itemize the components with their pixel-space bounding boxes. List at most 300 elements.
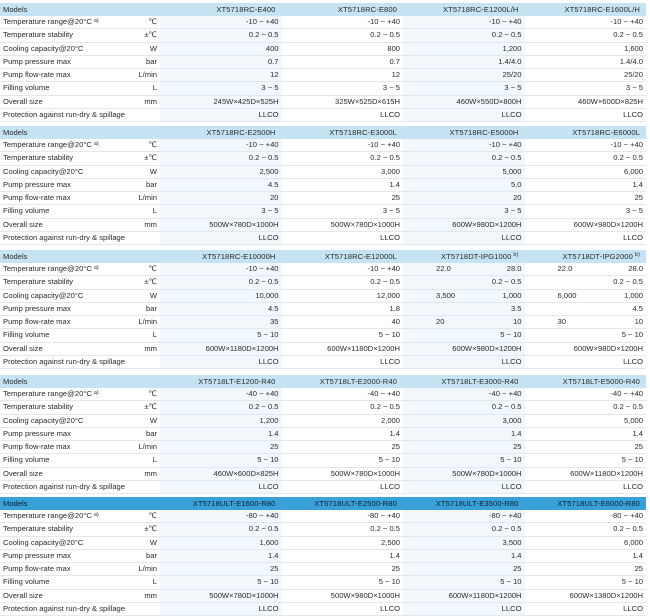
- value-cell: 5 ~ 10: [525, 454, 647, 467]
- value-cell: 3,000: [403, 414, 525, 427]
- model-name: [160, 250, 282, 263]
- value-cell: -10 ~ +40: [160, 16, 282, 29]
- value-cell: 2,500: [160, 165, 282, 178]
- value-cell: 35: [160, 316, 282, 329]
- value-cell: [403, 263, 525, 276]
- models-label: Models: [0, 497, 160, 510]
- row-label: [0, 218, 125, 231]
- row-label-text: Pump flow-rate max: [3, 564, 71, 574]
- row-unit: L: [125, 454, 160, 467]
- value-cell: 325W×525D×615H: [282, 95, 404, 108]
- value-cell: 0.2 ~ 0.5: [282, 401, 404, 414]
- value-part-2: 10: [513, 317, 522, 327]
- spec-row: [0, 192, 646, 205]
- spec-row: [0, 178, 646, 191]
- row-label: [0, 536, 125, 549]
- value-cell: 5 ~ 10: [282, 454, 404, 467]
- spec-row: [0, 16, 646, 29]
- row-unit: bar: [125, 178, 160, 191]
- value-cell: LLCO: [403, 356, 525, 369]
- value-cell: 5 ~ 10: [160, 454, 282, 467]
- value-cell: LLCO: [403, 481, 525, 494]
- value-cell: 3.5: [403, 302, 525, 315]
- value-cell: 1,200: [403, 42, 525, 55]
- value-cell: 1.4: [160, 549, 282, 562]
- spec-row: [0, 414, 646, 427]
- row-label: [0, 388, 125, 401]
- model-name: [160, 126, 282, 139]
- model-name: [525, 126, 647, 139]
- value-cell: 500W×780D×1000H: [403, 467, 525, 480]
- value-cell: -10 ~ +40: [403, 16, 525, 29]
- value-cell: 0.2 ~ 0.5: [160, 29, 282, 42]
- value-part-1: 20: [436, 317, 445, 327]
- value-cell: 0.2 ~ 0.5: [525, 401, 647, 414]
- row-unit: [125, 603, 160, 616]
- row-unit: W: [125, 536, 160, 549]
- spec-row: [0, 388, 646, 401]
- models-header-row: [0, 126, 646, 139]
- value-cell: 0.2 ~ 0.5: [403, 29, 525, 42]
- model-name: [525, 250, 647, 263]
- value-cell: 0.2 ~ 0.5: [525, 29, 647, 42]
- row-label-text: Temperature range@20°C: [3, 140, 92, 149]
- value-cell: -10 ~ +40: [525, 16, 647, 29]
- model-name: [282, 375, 404, 388]
- row-unit: bar: [125, 427, 160, 440]
- row-label-text: Pump pressure max: [3, 303, 71, 313]
- spec-row: [0, 95, 646, 108]
- value-cell: 25/20: [525, 69, 647, 82]
- value-cell: -10 ~ +40: [282, 139, 404, 152]
- value-cell: 600W×980D×1200H: [403, 218, 525, 231]
- model-name: [160, 375, 282, 388]
- value-cell: 0.2 ~ 0.5: [160, 523, 282, 536]
- model-footnote-mark: b): [513, 252, 519, 258]
- value-cell: LLCO: [282, 603, 404, 616]
- spec-row: [0, 139, 646, 152]
- model-name: [282, 3, 404, 16]
- row-label-text: Protection against run-dry & spillage: [3, 110, 125, 120]
- model-name: [525, 497, 647, 510]
- row-label-text: Overall size: [3, 590, 43, 600]
- row-unit: mm: [125, 342, 160, 355]
- value-part-2: 28.0: [506, 264, 522, 273]
- value-part-2: 1,000: [624, 290, 644, 300]
- row-label-text: Pump pressure max: [3, 428, 71, 438]
- value-cell: LLCO: [160, 109, 282, 122]
- row-unit: [125, 481, 160, 494]
- row-label: [0, 356, 125, 369]
- value-cell: LLCO: [160, 481, 282, 494]
- value-cell: 12,000: [282, 289, 404, 302]
- spec-row: [0, 109, 646, 122]
- spec-row: [0, 232, 646, 245]
- model-name-text: XT5718RC-E10000H: [202, 252, 276, 261]
- value-cell: [525, 263, 647, 276]
- value-cell: 500W×780D×1000H: [282, 218, 404, 231]
- row-label-text: Overall size: [3, 96, 43, 106]
- value-part-2: 28.0: [628, 264, 644, 273]
- row-label: [0, 563, 125, 576]
- row-label: [0, 510, 125, 523]
- spec-row: [0, 55, 646, 68]
- row-unit: W: [125, 42, 160, 55]
- value-part-1: 22.0: [436, 264, 451, 273]
- row-label: [0, 29, 125, 42]
- model-name-text: XT5718RC-E800: [337, 5, 398, 14]
- spec-table-grid: [0, 250, 646, 369]
- value-cell: 25: [160, 563, 282, 576]
- row-unit: ±℃: [125, 29, 160, 42]
- value-cell: [403, 316, 525, 329]
- value-cell: 1,200: [160, 414, 282, 427]
- value-cell: 500W×780D×1000H: [160, 218, 282, 231]
- value-cell: 500W×780D×1000H: [160, 589, 282, 602]
- value-cell: 3 ~ 5: [403, 205, 525, 218]
- row-label: [0, 109, 125, 122]
- row-label: [0, 42, 125, 55]
- value-cell: 0.2 ~ 0.5: [282, 29, 404, 42]
- value-cell: 1.4: [282, 549, 404, 562]
- row-label: [0, 427, 125, 440]
- models-header-row: [0, 497, 646, 510]
- row-unit: ±℃: [125, 152, 160, 165]
- row-unit: L/min: [125, 316, 160, 329]
- spec-row: [0, 576, 646, 589]
- row-unit: L: [125, 82, 160, 95]
- value-cell: 1.4: [403, 427, 525, 440]
- value-cell: 600W×1380D×1200H: [525, 589, 647, 602]
- row-label-text: Overall size: [3, 468, 43, 478]
- row-label: [0, 205, 125, 218]
- model-name: [282, 497, 404, 510]
- row-label: [0, 342, 125, 355]
- spec-table-grid: [0, 126, 646, 245]
- row-label: [0, 16, 125, 29]
- row-label: [0, 441, 125, 454]
- row-label-text: Overall size: [3, 343, 43, 353]
- value-cell: 3 ~ 5: [282, 82, 404, 95]
- value-cell: 0.2 ~ 0.5: [525, 152, 647, 165]
- model-name-text: XT5718RC-E2500H: [206, 128, 276, 137]
- value-part-1: 3,500: [436, 290, 456, 300]
- row-label: [0, 69, 125, 82]
- row-label-text: Protection against run-dry & spillage: [3, 482, 125, 492]
- value-cell: -80 ~ +40: [403, 510, 525, 523]
- spec-table-5: [0, 497, 646, 616]
- row-unit: ℃: [125, 139, 160, 152]
- value-cell: 5.0: [403, 178, 525, 191]
- value-cell: -40 ~ +40: [403, 388, 525, 401]
- value-cell: 800: [282, 42, 404, 55]
- model-name-text: XT5718ULT-E6000-R80: [557, 499, 641, 508]
- value-cell: 460W×600D×825H: [525, 95, 647, 108]
- value-cell: 1.4: [525, 549, 647, 562]
- value-cell: 20: [160, 192, 282, 205]
- value-cell: -40 ~ +40: [525, 388, 647, 401]
- row-label-text: Temperature stability: [3, 402, 74, 412]
- row-label: [0, 454, 125, 467]
- model-name: [403, 497, 525, 510]
- models-header-row: [0, 375, 646, 388]
- value-cell: LLCO: [403, 109, 525, 122]
- model-name: [525, 375, 647, 388]
- row-label: [0, 316, 125, 329]
- spec-row: [0, 205, 646, 218]
- value-part-1: 30: [557, 317, 566, 327]
- value-cell: 1.4: [282, 178, 404, 191]
- model-name: [282, 250, 404, 263]
- value-cell: -40 ~ +40: [282, 388, 404, 401]
- value-cell: 1.4/4.0: [403, 55, 525, 68]
- row-label: [0, 139, 125, 152]
- spec-table-grid: [0, 3, 646, 122]
- row-unit: ℃: [125, 16, 160, 29]
- row-unit: L/min: [125, 441, 160, 454]
- value-cell: 6,000: [525, 536, 647, 549]
- value-cell: 1.4: [525, 427, 647, 440]
- value-cell: LLCO: [282, 481, 404, 494]
- spec-row: [0, 603, 646, 616]
- row-label-text: Temperature stability: [3, 277, 74, 287]
- value-cell: [525, 316, 647, 329]
- value-cell: 1.4: [403, 549, 525, 562]
- value-cell: 3 ~ 5: [525, 82, 647, 95]
- value-cell: 1.4: [160, 427, 282, 440]
- row-label-text: Temperature range@20°C: [3, 389, 92, 398]
- value-cell: 4.5: [160, 178, 282, 191]
- spec-row: [0, 589, 646, 602]
- value-cell: 5,000: [403, 165, 525, 178]
- value-cell: -80 ~ +40: [282, 510, 404, 523]
- row-label: [0, 276, 125, 289]
- row-label: [0, 95, 125, 108]
- value-cell: 5 ~ 10: [525, 576, 647, 589]
- value-cell: 25: [525, 441, 647, 454]
- row-label-text: Pump pressure max: [3, 550, 71, 560]
- row-label-text: Filling volume: [3, 455, 50, 465]
- value-cell: LLCO: [282, 109, 404, 122]
- value-cell: -10 ~ +40: [403, 139, 525, 152]
- row-label: [0, 589, 125, 602]
- value-cell: 460W×550D×800H: [403, 95, 525, 108]
- value-cell: 25: [282, 192, 404, 205]
- value-cell: 40: [282, 316, 404, 329]
- spec-row: [0, 427, 646, 440]
- value-part-2: 1,000: [502, 290, 522, 300]
- value-cell: 500W×780D×1000H: [282, 467, 404, 480]
- value-cell: 5 ~ 10: [160, 329, 282, 342]
- value-cell: 0.2 ~ 0.5: [403, 276, 525, 289]
- value-cell: 1.4: [282, 427, 404, 440]
- model-name-text: XT5718LT-E5000-R40: [562, 377, 641, 386]
- row-label: [0, 302, 125, 315]
- model-name: [403, 375, 525, 388]
- row-footnote-mark: a): [93, 141, 99, 147]
- model-name-text: XT5718RC-E6000L: [572, 128, 641, 137]
- value-cell: LLCO: [403, 232, 525, 245]
- value-cell: 0.7: [282, 55, 404, 68]
- model-name-text: XT5718LT-E3000-R40: [441, 377, 519, 386]
- row-unit: ±℃: [125, 523, 160, 536]
- row-footnote-mark: a): [93, 18, 99, 24]
- value-cell: 3 ~ 5: [160, 205, 282, 218]
- value-cell: 5 ~ 10: [525, 329, 647, 342]
- value-cell: 4.5: [525, 302, 647, 315]
- row-unit: [125, 109, 160, 122]
- row-label-text: Temperature stability: [3, 153, 74, 163]
- value-cell: 5 ~ 10: [403, 329, 525, 342]
- spec-row: [0, 82, 646, 95]
- row-unit: [125, 356, 160, 369]
- spec-row: [0, 510, 646, 523]
- model-name: [403, 126, 525, 139]
- row-label-text: Cooling capacity@20°C: [3, 43, 84, 53]
- spec-row: [0, 276, 646, 289]
- value-cell: 25: [525, 563, 647, 576]
- value-cell: 0.2 ~ 0.5: [403, 523, 525, 536]
- value-cell: 2,000: [282, 414, 404, 427]
- model-name-text: XT5718RC-E12000L: [324, 252, 398, 261]
- value-part-1: 6,000: [557, 290, 577, 300]
- value-cell: 5 ~ 10: [282, 576, 404, 589]
- row-unit: L/min: [125, 563, 160, 576]
- value-cell: 1.4/4.0: [525, 55, 647, 68]
- value-cell: 600W×1180D×1200H: [525, 467, 647, 480]
- row-unit: ±℃: [125, 401, 160, 414]
- model-name-text: XT5718LT-E2000-R40: [319, 377, 398, 386]
- row-label: [0, 576, 125, 589]
- row-unit: bar: [125, 549, 160, 562]
- model-name: [282, 126, 404, 139]
- value-cell: LLCO: [525, 356, 647, 369]
- row-label-text: Protection against run-dry & spillage: [3, 604, 125, 614]
- row-label: [0, 192, 125, 205]
- row-label-text: Filling volume: [3, 577, 50, 587]
- value-cell: 5 ~ 10: [282, 329, 404, 342]
- row-unit: L: [125, 576, 160, 589]
- value-cell: 500W×980D×1000H: [282, 589, 404, 602]
- row-unit: ℃: [125, 388, 160, 401]
- row-label: [0, 289, 125, 302]
- value-cell: 25: [160, 441, 282, 454]
- spec-row: [0, 523, 646, 536]
- value-cell: 3 ~ 5: [282, 205, 404, 218]
- spec-row: [0, 69, 646, 82]
- value-cell: 0.2 ~ 0.5: [160, 276, 282, 289]
- spec-row: [0, 563, 646, 576]
- row-label: [0, 523, 125, 536]
- value-cell: LLCO: [525, 232, 647, 245]
- row-label: [0, 55, 125, 68]
- spec-row: [0, 481, 646, 494]
- value-cell: 5 ~ 10: [403, 454, 525, 467]
- spec-row: [0, 401, 646, 414]
- model-name: [403, 3, 525, 16]
- value-cell: 600W×1180D×1200H: [403, 589, 525, 602]
- row-unit: mm: [125, 218, 160, 231]
- row-label: [0, 603, 125, 616]
- model-name-text: XT5718RC-E400: [216, 5, 276, 14]
- row-label-text: Temperature stability: [3, 524, 74, 534]
- models-header-row: [0, 250, 646, 263]
- value-part-1: 22.0: [557, 264, 573, 273]
- row-unit: bar: [125, 55, 160, 68]
- model-name-text: XT5718RC-E3000L: [329, 128, 398, 137]
- row-label-text: Filling volume: [3, 83, 50, 93]
- value-cell: 0.2 ~ 0.5: [403, 152, 525, 165]
- row-label: [0, 329, 125, 342]
- row-label-text: Cooling capacity@20°C: [3, 537, 84, 547]
- value-cell: 245W×425D×525H: [160, 95, 282, 108]
- value-cell: 460W×600D×825H: [160, 467, 282, 480]
- models-label: Models: [0, 3, 160, 16]
- value-cell: 25: [403, 563, 525, 576]
- spec-table-grid: [0, 497, 646, 616]
- spec-row: [0, 549, 646, 562]
- value-cell: 20: [403, 192, 525, 205]
- spec-row: [0, 218, 646, 231]
- row-label-text: Protection against run-dry & spillage: [3, 233, 125, 243]
- value-cell: LLCO: [525, 603, 647, 616]
- value-cell: 0.2 ~ 0.5: [525, 276, 647, 289]
- value-cell: 3 ~ 5: [160, 82, 282, 95]
- row-label-text: Pump flow-rate max: [3, 70, 71, 80]
- row-label-text: Temperature range@20°C: [3, 17, 92, 26]
- value-cell: 1,600: [160, 536, 282, 549]
- model-name: [403, 250, 525, 263]
- value-cell: 0.2 ~ 0.5: [160, 401, 282, 414]
- row-label-text: Pump flow-rate max: [3, 317, 71, 327]
- spec-row: [0, 342, 646, 355]
- row-unit: bar: [125, 302, 160, 315]
- model-name-text: XT5718LT-E1200-R40: [198, 377, 276, 386]
- row-label: [0, 401, 125, 414]
- model-name-text: XT5718RC-E5000H: [449, 128, 519, 137]
- models-label: Models: [0, 375, 160, 388]
- value-cell: LLCO: [282, 232, 404, 245]
- models-label: Models: [0, 126, 160, 139]
- value-cell: 5,000: [525, 414, 647, 427]
- row-footnote-mark: a): [93, 390, 99, 396]
- row-label-text: Temperature stability: [3, 30, 74, 40]
- value-cell: 25/20: [403, 69, 525, 82]
- value-cell: 2,500: [282, 536, 404, 549]
- spec-row: [0, 467, 646, 480]
- value-cell: LLCO: [525, 109, 647, 122]
- row-label-text: Pump pressure max: [3, 56, 71, 66]
- row-label: [0, 82, 125, 95]
- row-label: [0, 549, 125, 562]
- row-label: [0, 232, 125, 245]
- spec-row: [0, 302, 646, 315]
- value-cell: 25: [282, 563, 404, 576]
- value-cell: -10 ~ +40: [282, 16, 404, 29]
- row-unit: W: [125, 414, 160, 427]
- value-cell: [403, 289, 525, 302]
- spec-row: [0, 152, 646, 165]
- spec-table-grid: [0, 375, 646, 494]
- row-label: [0, 165, 125, 178]
- value-cell: 3,000: [282, 165, 404, 178]
- value-cell: 3,500: [403, 536, 525, 549]
- value-cell: 1.4: [525, 178, 647, 191]
- row-label: [0, 467, 125, 480]
- value-cell: -10 ~ +40: [160, 263, 282, 276]
- row-unit: ℃: [125, 263, 160, 276]
- value-cell: 600W×1180D×1200H: [160, 342, 282, 355]
